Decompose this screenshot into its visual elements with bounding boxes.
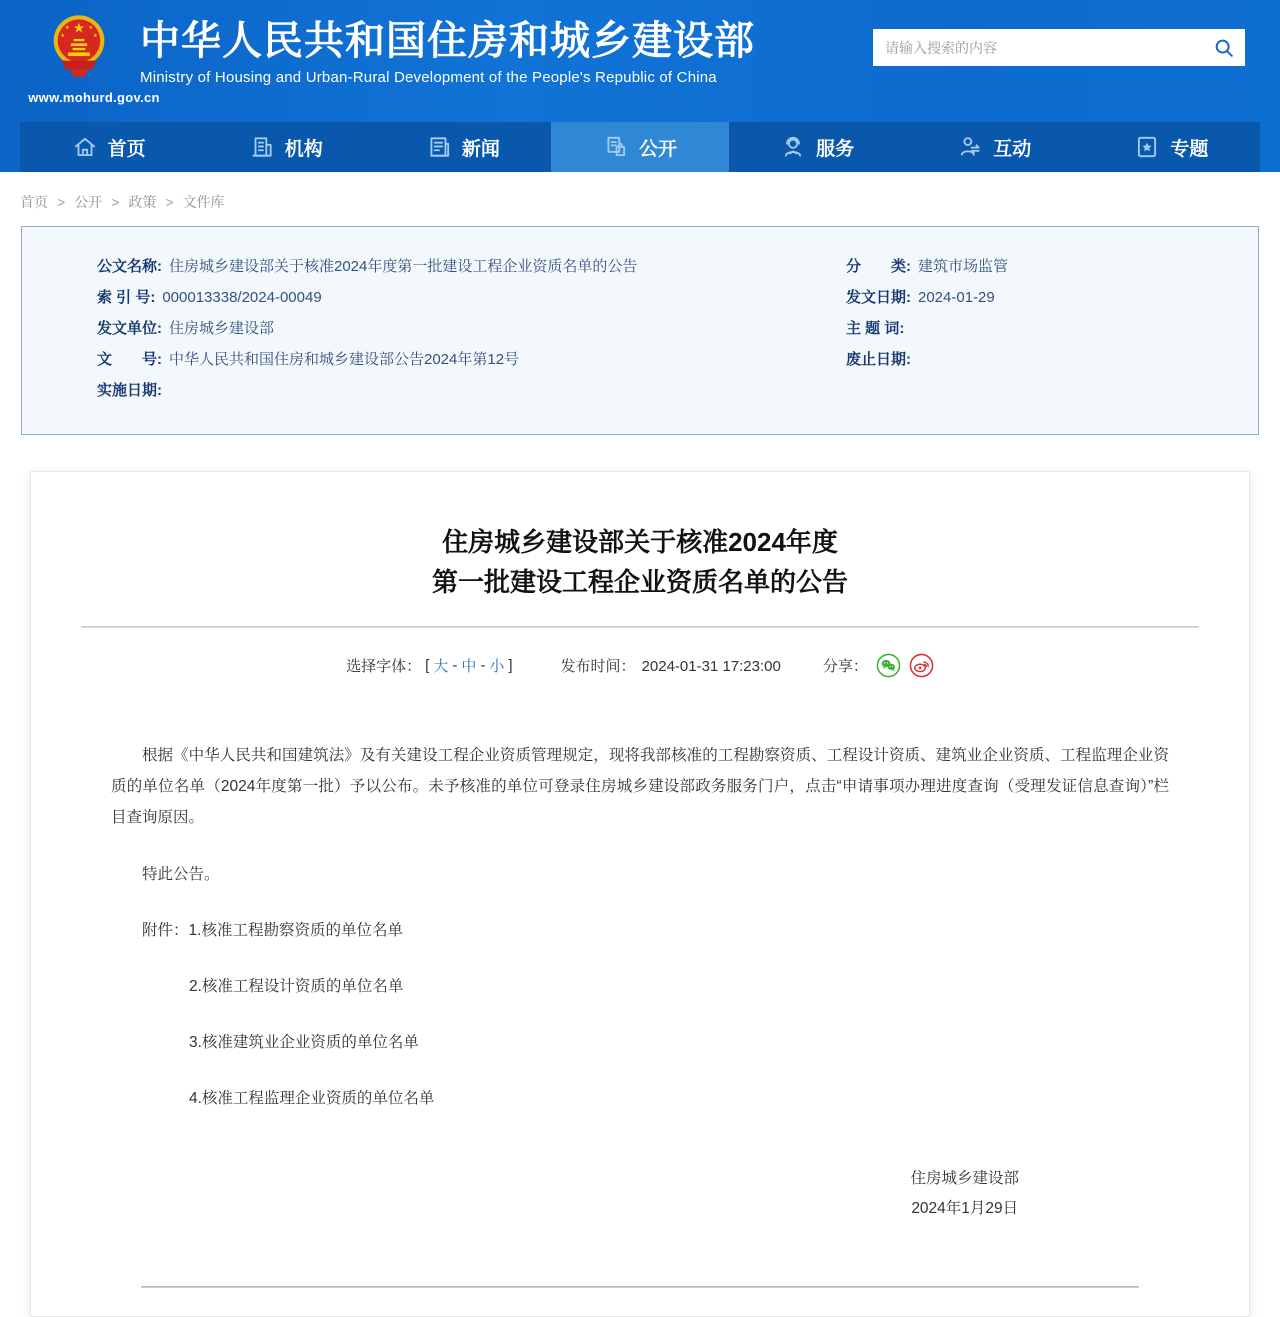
breadcrumb-document-library[interactable]: 文件库	[182, 194, 225, 210]
attachment-link[interactable]: 3.核准建筑业企业资质的单位名单	[189, 1034, 419, 1051]
paragraph-closing: 特此公告。	[142, 866, 220, 883]
breadcrumb-separator: >	[111, 194, 120, 210]
font-selector-dash: -	[480, 657, 486, 674]
attachment-link[interactable]: 2.核准工程设计资质的单位名单	[189, 978, 404, 995]
meta-label: 发文单位:	[97, 320, 162, 337]
meta-value: 中华人民共和国住房和城乡建设部公告2024年第12号	[169, 351, 520, 368]
title-divider	[81, 626, 1199, 628]
meta-row-category	[846, 257, 1218, 276]
search-box	[873, 29, 1245, 66]
article-meta-line	[81, 653, 1199, 678]
svg-text:★: ★	[60, 33, 66, 40]
attachment-link[interactable]: 1.核准工程勘察资质的单位名单	[188, 922, 403, 939]
share-bar	[823, 653, 934, 678]
meta-label: 分 类:	[846, 258, 911, 275]
share-label: 分享：	[822, 658, 868, 675]
meta-value: 000013338/2024-00049	[162, 289, 322, 306]
meta-value: 建筑市场监管	[918, 258, 1009, 275]
article-card	[30, 471, 1250, 1317]
meta-label: 发文日期:	[846, 289, 911, 306]
nav-item-service[interactable]	[729, 122, 906, 172]
nav-item-label: 公开	[638, 138, 677, 160]
nav-item-label: 新闻	[461, 138, 500, 160]
meta-label: 公文名称:	[97, 258, 162, 275]
font-selector-label: 选择字体：	[346, 658, 422, 675]
font-selector-bracket: [	[425, 657, 430, 674]
interact-icon	[957, 134, 983, 160]
site-url: www.mohurd.gov.cn	[28, 90, 160, 105]
meta-label: 索 引 号:	[97, 289, 156, 306]
nav-item-home[interactable]	[20, 122, 197, 172]
font-selector-bracket: ]	[508, 657, 513, 674]
font-size-small-link[interactable]: 小	[489, 658, 505, 675]
national-emblem-logo	[50, 10, 108, 84]
service-icon	[780, 134, 806, 160]
meta-label: 主 题 词:	[846, 320, 905, 337]
meta-row-implementation-date	[97, 381, 846, 400]
nav-item-label: 首页	[107, 138, 146, 160]
nav-item-label: 服务	[816, 138, 855, 160]
meta-value: 住房城乡建设部	[169, 320, 275, 337]
organization-icon	[249, 134, 275, 160]
meta-label: 文 号:	[97, 351, 162, 368]
publish-time-label: 发布时间：	[560, 658, 636, 675]
breadcrumb-policy[interactable]: 政策	[128, 194, 157, 210]
meta-label: 废止日期:	[846, 351, 911, 368]
signature-org: 住房城乡建设部	[910, 1170, 1019, 1187]
breadcrumb-home[interactable]: 首页	[20, 194, 48, 210]
nav-item-label: 机构	[284, 138, 323, 160]
site-header	[0, 0, 1280, 172]
meta-row-repeal-date	[846, 350, 1218, 369]
nav-item-label: 互动	[993, 138, 1032, 160]
meta-row-issue-date	[846, 288, 1218, 307]
search-input[interactable]	[873, 29, 1203, 66]
breadcrumb	[20, 192, 1260, 212]
disclosure-icon	[603, 134, 629, 160]
meta-value: 2024-01-29	[918, 289, 995, 306]
breadcrumb-separator: >	[165, 194, 174, 210]
nav-item-topic[interactable]	[1083, 122, 1260, 172]
meta-row-index-number	[97, 288, 846, 307]
article-title	[81, 522, 1199, 602]
site-title: 中华人民共和国住房和城乡建设部	[140, 19, 755, 63]
svg-text:★: ★	[64, 24, 70, 31]
home-icon	[72, 134, 98, 160]
nav-item-organization[interactable]	[197, 122, 374, 172]
svg-text:★: ★	[92, 33, 98, 40]
article-body	[81, 740, 1199, 1288]
svg-text:★: ★	[72, 20, 86, 36]
attachment-row-1	[111, 915, 1169, 946]
weibo-share-icon[interactable]	[909, 653, 934, 678]
breadcrumb-disclosure[interactable]: 公开	[74, 194, 103, 210]
font-size-medium-link[interactable]: 中	[461, 658, 477, 675]
site-title-english: Ministry of Housing and Urban-Rural Development of the People's Republic of China	[140, 69, 717, 86]
meta-value: 住房城乡建设部关于核准2024年度第一批建设工程企业资质名单的公告	[169, 258, 638, 275]
meta-row-issuing-unit	[97, 319, 846, 338]
signature-date: 2024年1月29日	[911, 1200, 1019, 1217]
topic-icon	[1134, 134, 1160, 160]
document-meta-box	[21, 226, 1259, 435]
font-selector-dash: -	[452, 657, 458, 674]
article-title-line1: 住房城乡建设部关于核准2024年度	[442, 527, 838, 557]
nav-item-disclosure[interactable]	[551, 122, 728, 172]
meta-row-doc-number	[97, 350, 846, 369]
meta-label: 实施日期:	[97, 382, 162, 399]
nav-item-news[interactable]	[374, 122, 551, 172]
publish-time-value: 2024-01-31 17:23:00	[641, 658, 781, 675]
search-button[interactable]	[1203, 29, 1245, 66]
font-size-large-link[interactable]: 大	[433, 658, 449, 675]
attachment-link[interactable]: 4.核准工程监理企业资质的单位名单	[189, 1090, 435, 1107]
font-size-selector	[346, 655, 512, 676]
breadcrumb-separator: >	[57, 194, 66, 210]
wechat-share-icon[interactable]	[876, 653, 901, 678]
article-title-line2: 第一批建设工程企业资质名单的公告	[431, 567, 848, 597]
main-nav	[20, 122, 1260, 172]
publish-time	[561, 655, 781, 676]
paragraph-main: 根据《中华人民共和国建筑法》及有关建设工程企业资质管理规定，现将我部核准的工程勘察资质、工程设计资质、建筑业企业资质、工程监理企业资质的单位名单（2024年度第一批）予以公布。未予核准的单位可登录住房城乡建设部政务服务门户，点击“申请事项办理进度查询（受理发证信息查询）”栏目查询原因。	[111, 747, 1169, 826]
nav-item-label: 专题	[1170, 138, 1209, 160]
nav-item-interact[interactable]	[906, 122, 1083, 172]
meta-row-doc-name	[97, 257, 846, 276]
signature-block	[910, 1164, 1019, 1224]
bottom-divider	[141, 1286, 1139, 1288]
meta-row-subject-words	[846, 319, 1218, 338]
news-icon	[426, 134, 452, 160]
attachments-label: 附件：	[142, 922, 189, 939]
svg-text:★: ★	[88, 24, 94, 31]
search-icon	[1213, 37, 1235, 59]
